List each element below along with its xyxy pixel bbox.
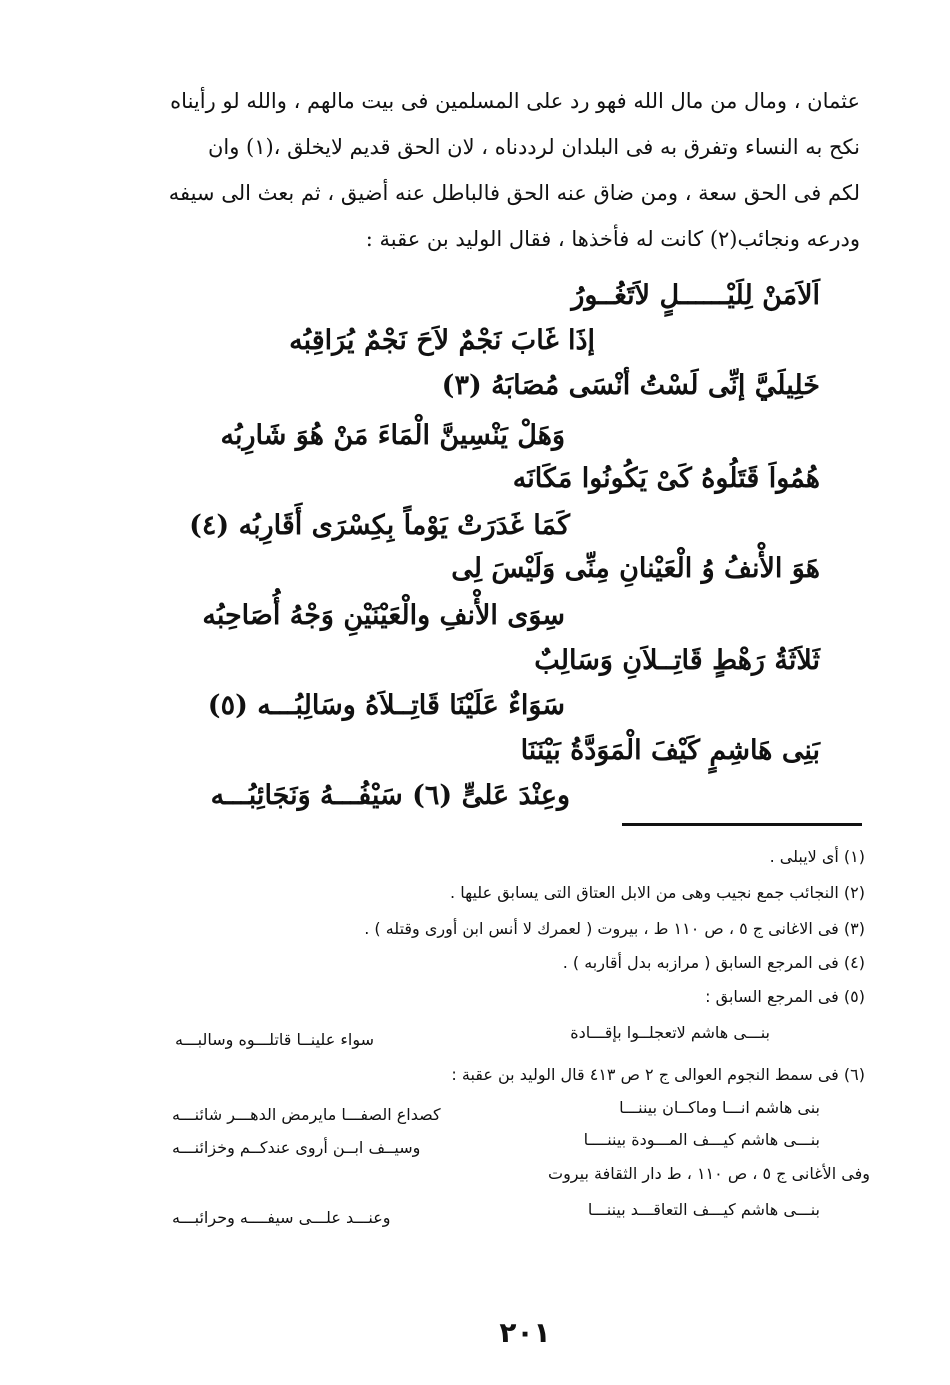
footnote: (٤) فى المرجع السابق ( مرازبه بدل أقاربه ) .: [562, 953, 865, 972]
footnote: (٣) فى الاغانى ج ٥ ، ص ١١٠ ط ، بيروت ( لعمرك لا أنس ابن أورى وقتله ) .: [364, 919, 865, 938]
prose-line: لكم فى الحق سعة ، ومن ضاق عنه الحق فالباطل عنه أضيق ، ثم بعث الى سيفه: [168, 181, 860, 205]
footnote-verse-hemistich: بنى هاشم انـــا وماكــان بيننـــا: [619, 1098, 820, 1117]
verse-line: سَوَاءٌ عَلَيْنَا قَاتِــلاَهُ وسَالِبُـــه (٥): [207, 690, 565, 721]
footnote-separator: [622, 823, 862, 826]
footnote: (٢) النجائب جمع نجيب وهى من الابل العتاق التى يسابق عليها .: [450, 883, 865, 902]
footnote: وفى الأغانى ج ٥ ، ص ١١٠ ، ط دار الثقافة بيروت: [548, 1164, 870, 1183]
prose-line: ودرعه ونجائب(٢) كانت له فأخذها ، فقال الوليد بن عقبة :: [365, 227, 860, 251]
footnote-verse-hemistich: بنـــى هاشم كيـــف المـــودة بيننــــا: [583, 1130, 820, 1149]
verse-line: ثَلاَثَةُ رَهْطٍ قَاتِــلاَنِ وَسَالِبٌ: [534, 645, 820, 676]
verse-line: خَلِيلَيَّ إنِّى لَسْتُ أنْسَى مُصَابَهُ (٣): [441, 370, 820, 401]
footnote: (٥) فى المرجع السابق :: [705, 987, 865, 1006]
prose-line: عثمان ، ومال من مال الله فهو رد على المسلمين فى بيت مالهم ، والله لو رأيناه: [170, 89, 860, 113]
page-number: ٢٠١: [499, 1316, 551, 1349]
verse-line: بَنِى هَاشِمٍ كَيْفَ الْمَوَدَّةُ بَيْنَنَا: [520, 735, 820, 766]
footnote-verse-hemistich: وعنـــد علـــى سيفــــه وحرائبـــه: [172, 1208, 391, 1227]
footnote-verse-hemistich: بنـــى هاشم لاتعجلــوا بإقـــادة: [570, 1023, 770, 1042]
verse-line: سِوَى الأْنفِ والْعَيْنَيْنِ وَجْهُ أُصَاحِبُه: [202, 600, 565, 631]
verse-line: وعِنْدَ عَلىٍّ (٦) سَيْفُـــهُ وَنَجَائِبُـــه: [210, 780, 570, 811]
footnote: (٦) فى سمط النجوم العوالى ج ٢ ص ٤١٣ قال الوليد بن عقبة :: [451, 1065, 865, 1084]
footnote-verse-hemistich: بنـــى هاشم كيـــف التعاقـــد بيننـــا: [587, 1200, 820, 1219]
prose-paragraph: [150, 78, 860, 262]
verse-line: إذَا غَابَ نَجْمٌ لاَحَ نَجْمٌ يُرَاقِبُه: [289, 325, 595, 356]
verse-line: اَلاَمَنْ لِلَيْــــــلٍ لاَتَغُــورُ: [571, 280, 820, 311]
verse-line: هُمُواَ قَتَلُوهُ كَىْ يَكُونُوا مَكَانَه: [512, 463, 820, 494]
verse-line: وَهَلْ يَنْسِينَّ الْمَاءَ مَنْ هُوَ شَارِبُه: [220, 420, 565, 451]
verse-line: كَمَا غَدَرَتْ يَوْماً بِكِسْرَى أَقَارِبُه (٤): [189, 510, 570, 541]
verse-line: هَوَ الأْنفُ وُ الْعَيْنانِ مِنِّى وَلَيْسَ لِى: [451, 553, 820, 584]
footnote-verse-hemistich: سواء علينــا قاتلـــوه وسالبـــه: [175, 1030, 374, 1049]
footnote-verse-hemistich: وسيــف ابــن أروى عندكــم وخزائنـــه: [172, 1138, 421, 1157]
footnote: (١) أى لايبلى .: [769, 847, 865, 866]
prose-line: نكح به النساء وتفرق به فى البلدان لرددناه ، لان الحق قديم لايخلق ،(١) وان: [207, 135, 860, 159]
footnote-verse-hemistich: كصداع الصفـــا مايرمض الدهـــر شائنـــه: [172, 1105, 441, 1124]
